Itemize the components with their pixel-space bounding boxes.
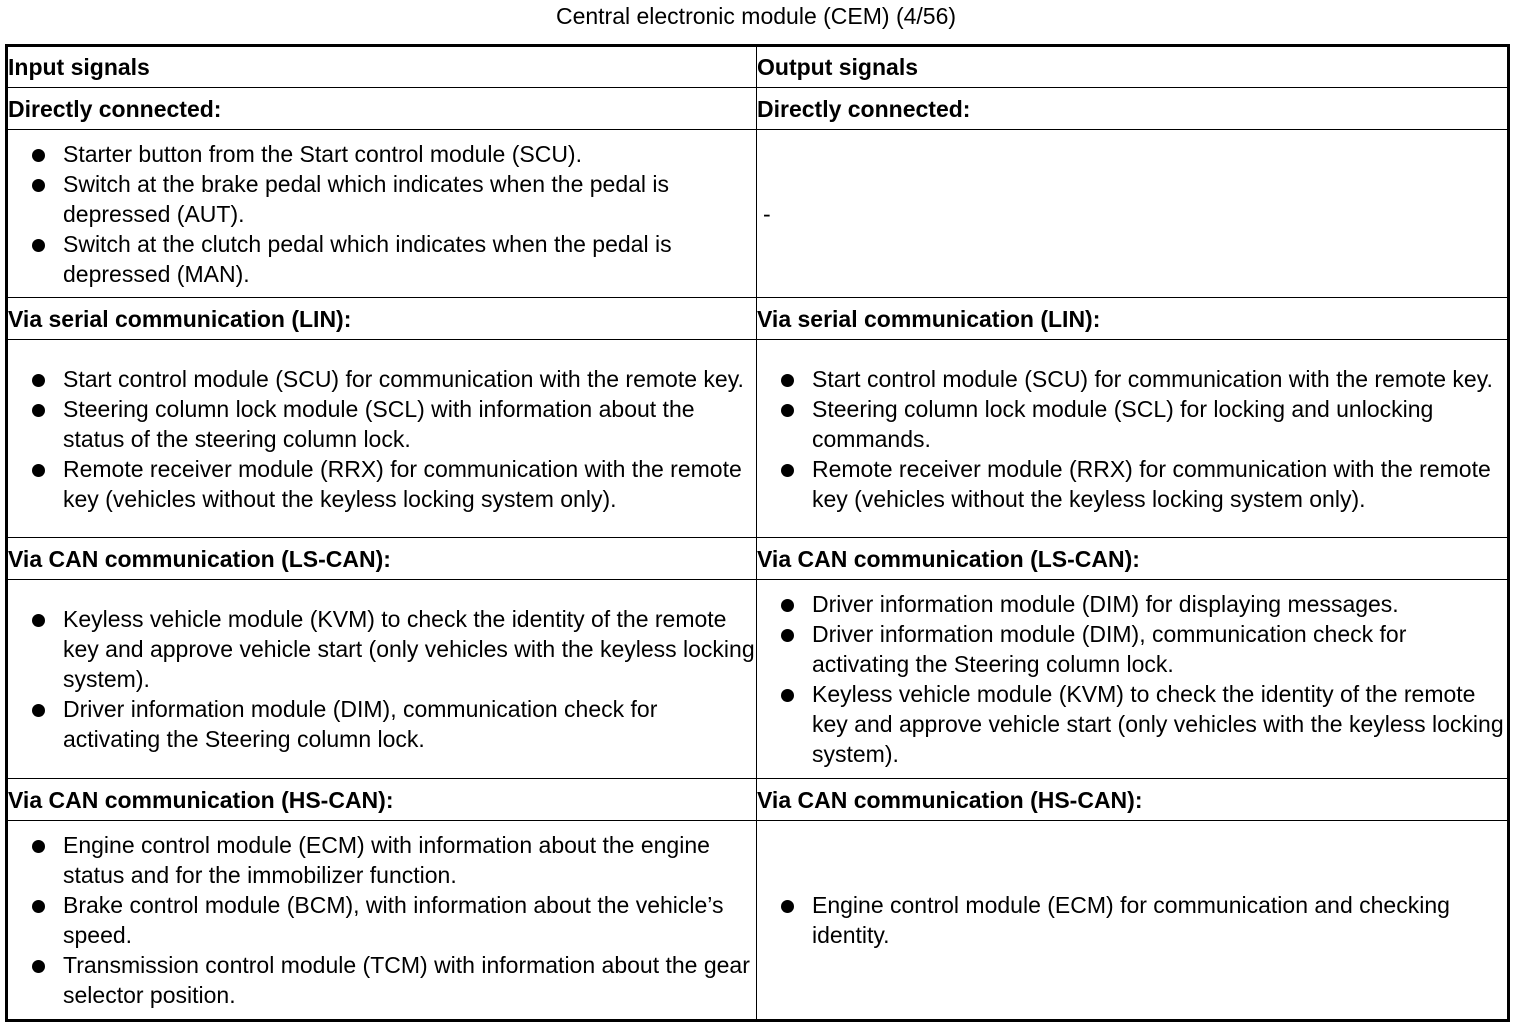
section-body-row: [7, 580, 1509, 779]
section-heading-row: [7, 298, 1509, 340]
output-section-heading: Directly connected:: [757, 88, 1509, 130]
list-item: Switch at the brake pedal which indicates when the pedal is depressed (AUT).: [8, 169, 756, 229]
list-item: Keyless vehicle module (KVM) to check the identity of the remote key and approve vehicle start (only vehicles with the keyless locking system).: [757, 679, 1507, 769]
output-section-heading: Via CAN communication (HS-CAN):: [757, 779, 1509, 821]
list-item: Remote receiver module (RRX) for communication with the remote key (vehicles without the keyless locking system only).: [8, 454, 756, 514]
section-body-row: [7, 821, 1509, 1021]
list-item: Engine control module (ECM) for communication and checking identity.: [757, 890, 1507, 950]
list-item: Switch at the clutch pedal which indicates when the pedal is depressed (MAN).: [8, 229, 756, 289]
output-items-cell: [757, 821, 1509, 1021]
output-bullet-list: [757, 364, 1507, 514]
input-items-cell: [7, 580, 757, 779]
output-bullet-list: [757, 589, 1507, 769]
page-title: Central electronic module (CEM) (4/56): [555, 3, 957, 29]
list-item: Engine control module (ECM) with information about the engine status and for the immobilizer function.: [8, 830, 756, 890]
input-bullet-list: [8, 364, 756, 514]
output-section-heading: Via CAN communication (LS-CAN):: [757, 538, 1509, 580]
list-item: Starter button from the Start control module (SCU).: [8, 139, 756, 169]
input-section-heading: Via CAN communication (HS-CAN):: [7, 779, 757, 821]
input-bullet-list: [8, 139, 756, 289]
section-heading-row: [7, 88, 1509, 130]
table-header-row: [7, 46, 1509, 88]
list-item: Start control module (SCU) for communication with the remote key.: [8, 364, 756, 394]
list-item: Driver information module (DIM), communication check for activating the Steering column lock.: [757, 619, 1507, 679]
list-item: Remote receiver module (RRX) for communication with the remote key (vehicles without the keyless locking system only).: [757, 454, 1507, 514]
list-item: Steering column lock module (SCL) for locking and unlocking commands.: [757, 394, 1507, 454]
output-items-cell: [757, 580, 1509, 779]
input-section-heading: Via CAN communication (LS-CAN):: [7, 538, 757, 580]
output-section-heading: Via serial communication (LIN):: [757, 298, 1509, 340]
input-bullet-list: [8, 604, 756, 754]
section-heading-row: [7, 779, 1509, 821]
list-item: Brake control module (BCM), with information about the vehicle’s speed.: [8, 890, 756, 950]
input-items-cell: [7, 340, 757, 538]
output-items-cell: [757, 130, 1509, 298]
output-signals-header: Output signals: [757, 46, 1509, 88]
output-bullet-list: [757, 890, 1507, 950]
input-bullet-list: [8, 830, 756, 1010]
list-item: Start control module (SCU) for communication with the remote key.: [757, 364, 1507, 394]
input-section-heading: Via serial communication (LIN):: [7, 298, 757, 340]
input-items-cell: [7, 821, 757, 1021]
section-body-row: [7, 130, 1509, 298]
signals-table: [5, 44, 1510, 1022]
empty-dash: -: [763, 200, 771, 227]
output-items-cell: [757, 340, 1509, 538]
section-body-row: [7, 340, 1509, 538]
section-heading-row: [7, 538, 1509, 580]
list-item: Steering column lock module (SCL) with information about the status of the steering column lock.: [8, 394, 756, 454]
input-section-heading: Directly connected:: [7, 88, 757, 130]
input-signals-header: Input signals: [7, 46, 757, 88]
list-item: Driver information module (DIM), communication check for activating the Steering column lock.: [8, 694, 756, 754]
list-item: Keyless vehicle module (KVM) to check the identity of the remote key and approve vehicle start (only vehicles with the keyless locking system).: [8, 604, 756, 694]
input-items-cell: [7, 130, 757, 298]
list-item: Driver information module (DIM) for displaying messages.: [757, 589, 1507, 619]
list-item: Transmission control module (TCM) with information about the gear selector position.: [8, 950, 756, 1010]
